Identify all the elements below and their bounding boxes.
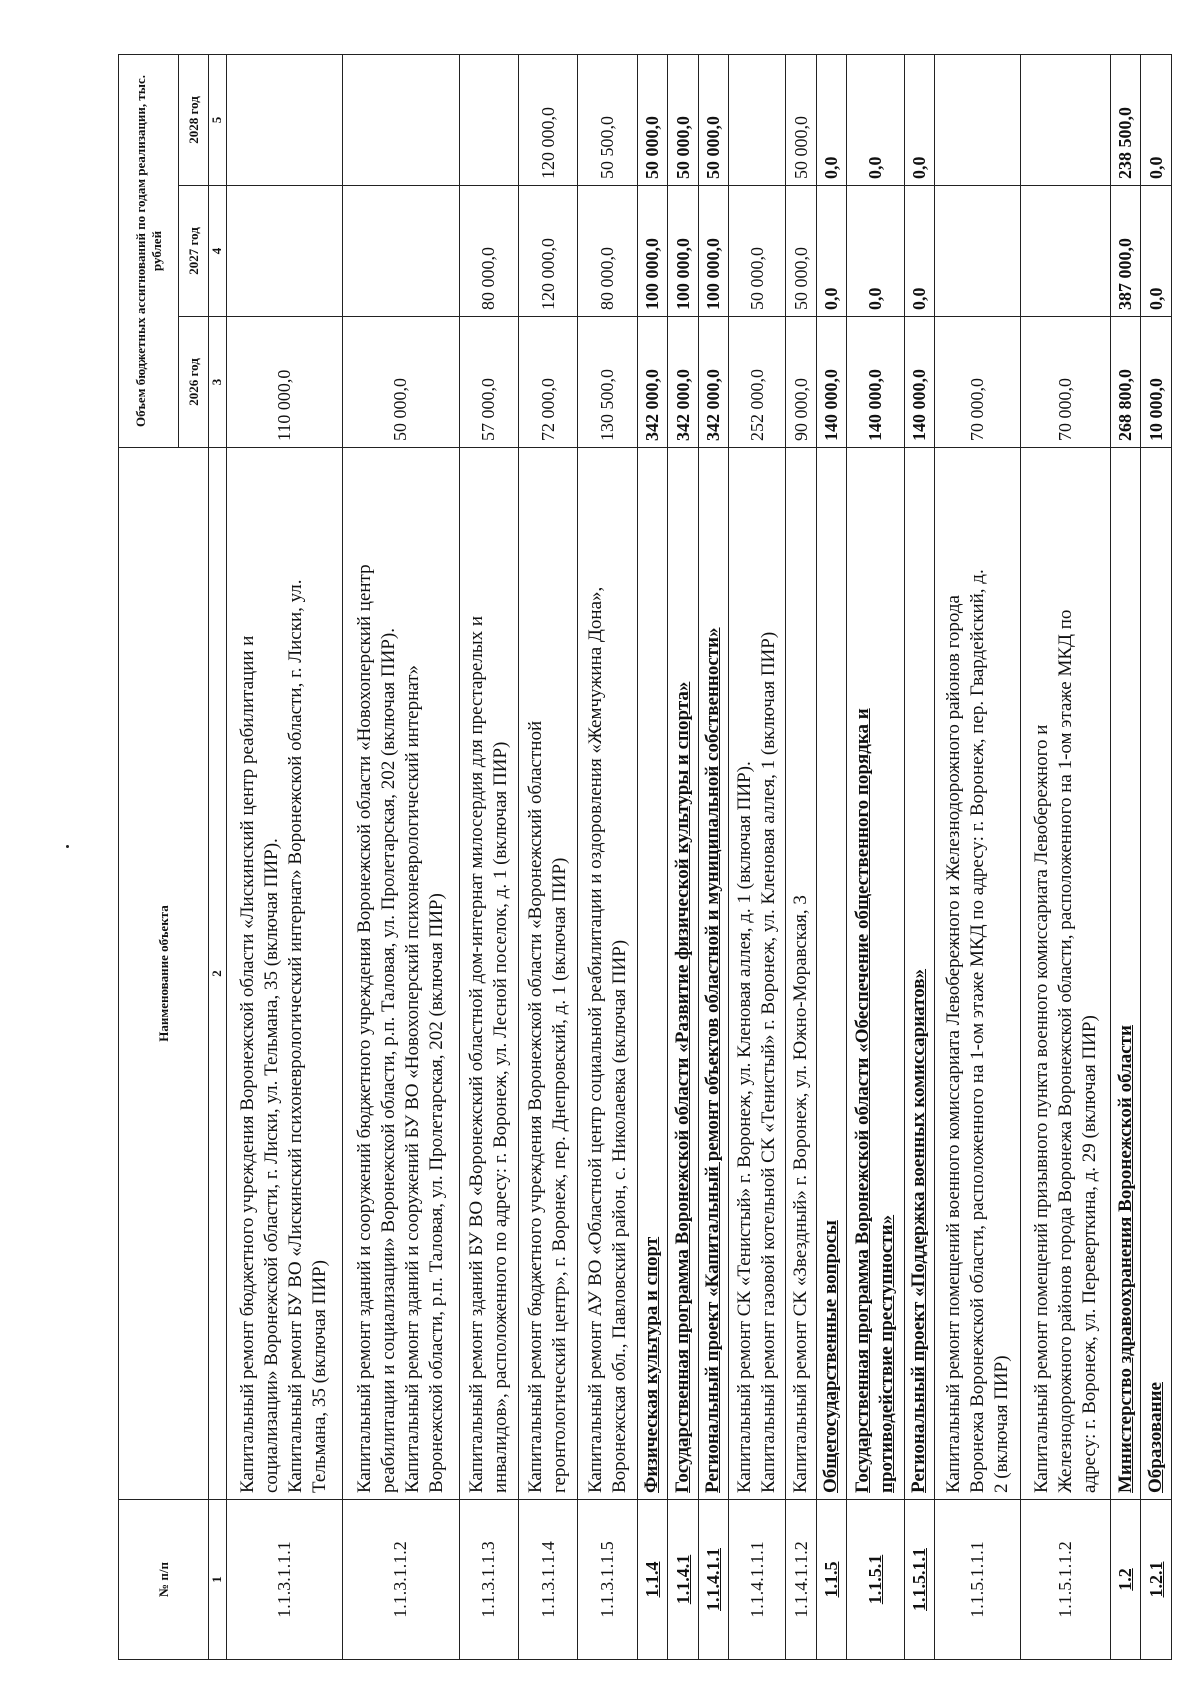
amount-y2028: 50 000,0 bbox=[786, 54, 816, 185]
object-name-line: Капитальный ремонт газовой котельной СК «Тенистый» г. Воронеж, ул. Кленовая аллея, 1 (включая ПИР) bbox=[758, 631, 780, 1493]
row-number: 1.1.3.1.1.3 bbox=[459, 1500, 518, 1660]
amount-y2027 bbox=[226, 186, 343, 317]
object-name-line: социализации» Воронежской области, г. Лиски, ул. Тельмана, 35 (включая ПИР). bbox=[261, 838, 283, 1493]
object-name bbox=[904, 448, 934, 1500]
amount-y2026: 252 000,0 bbox=[729, 317, 786, 448]
year-2028-header: 2028 год bbox=[179, 54, 209, 185]
table-row bbox=[1141, 54, 1172, 1659]
object-name-line: Физическая культура и спорт bbox=[641, 1236, 663, 1493]
object-name bbox=[343, 448, 460, 1500]
object-name bbox=[519, 448, 578, 1500]
amount-y2028 bbox=[1021, 54, 1111, 185]
object-name-line: Капитальный ремонт СК «Звездный» г. Воронеж, ул. Южно-Моравская, 3 bbox=[790, 895, 812, 1493]
amount-y2026: 72 000,0 bbox=[519, 317, 578, 448]
object-name-line: Капитальный ремонт помещений военного комиссариата Левобережного и Железнодорожного районов города bbox=[942, 595, 964, 1493]
object-name-line: Воронежа Воронежской области, расположенного на 1-ом этаже МКД по адресу: г. Воронеж, пер. Гвардейский, д. bbox=[966, 569, 988, 1493]
table-row bbox=[459, 54, 518, 1659]
object-name-line: Государственная программа Воронежской области «Обеспечение общественного порядка и bbox=[852, 708, 874, 1493]
amount-y2027: 0,0 bbox=[847, 186, 904, 317]
amount-y2026: 70 000,0 bbox=[935, 317, 1021, 448]
object-name bbox=[729, 448, 786, 1500]
table-row bbox=[637, 54, 667, 1659]
table-row bbox=[519, 54, 578, 1659]
amount-y2026: 342 000,0 bbox=[637, 317, 667, 448]
amount-y2028: 0,0 bbox=[1141, 54, 1172, 185]
object-name-line: противодействие преступности» bbox=[876, 1214, 898, 1493]
year-2027-header: 2027 год bbox=[179, 186, 209, 317]
amount-y2027: 100 000,0 bbox=[668, 186, 698, 317]
column-index: 4 bbox=[209, 186, 227, 317]
table-row bbox=[668, 54, 698, 1659]
row-number: 1.1.5.1.1.2 bbox=[1021, 1500, 1111, 1660]
table-row bbox=[226, 54, 343, 1659]
amount-y2026: 140 000,0 bbox=[816, 317, 846, 448]
object-name bbox=[1141, 448, 1172, 1500]
object-name-line: геронтологический центр», г. Воронеж, пер. Днепровский, д. 1 (включая ПИР) bbox=[549, 857, 571, 1493]
object-name-line: Общегосударственные вопросы bbox=[820, 1220, 842, 1493]
amount-y2026: 342 000,0 bbox=[698, 317, 728, 448]
row-number: 1.1.5.1.1.1 bbox=[935, 1500, 1021, 1660]
object-name-line: Воронежской области, р.п. Таловая, ул. Пролетарская, 202 (включая ПИР) bbox=[425, 893, 447, 1493]
amount-y2026: 268 800,0 bbox=[1111, 317, 1141, 448]
row-number: 1.1.3.1.1.4 bbox=[519, 1500, 578, 1660]
object-name-line: Капитальный ремонт зданий и сооружений БУ ВО «Новохоперский психоневрологический интернат» bbox=[401, 665, 423, 1493]
amount-y2028 bbox=[459, 54, 518, 185]
amount-y2026: 140 000,0 bbox=[847, 317, 904, 448]
object-name-line: 2 (включая ПИР) bbox=[990, 1355, 1012, 1493]
row-number: 1.1.4 bbox=[637, 1500, 667, 1660]
column-index: 3 bbox=[209, 317, 227, 448]
object-name-line: Капитальный ремонт БУ ВО «Лискинский психоневрологический интернат» Воронежской области, г. Лиски, ул. bbox=[285, 579, 307, 1493]
table-row bbox=[729, 54, 786, 1659]
amount-y2026: 57 000,0 bbox=[459, 317, 518, 448]
object-name-line: адресу: г. Воронеж, ул. Переверткина, д. 29 (включая ПИР) bbox=[1078, 1015, 1100, 1493]
row-number: 1.1.5.1 bbox=[847, 1500, 904, 1660]
object-name-line: Капитальный ремонт помещений призывного пункта военного комиссариата Левобережного и bbox=[1030, 724, 1052, 1493]
amount-y2027 bbox=[343, 186, 460, 317]
amount-y2027: 50 000,0 bbox=[729, 186, 786, 317]
object-name-line: Капитальный ремонт зданий БУ ВО «Воронежский областной дом-интернат милосердия для престарелых и bbox=[465, 615, 487, 1493]
row-number: 1.1.4.1.1.2 bbox=[786, 1500, 816, 1660]
amount-y2027: 80 000,0 bbox=[459, 186, 518, 317]
table-row bbox=[1111, 54, 1141, 1659]
amount-y2028: 50 000,0 bbox=[698, 54, 728, 185]
amount-y2026: 130 500,0 bbox=[578, 317, 637, 448]
object-name bbox=[1021, 448, 1111, 1500]
object-name-line: Капитальный ремонт зданий и сооружений бюджетного учреждения Воронежской области «Новохоперский центр bbox=[353, 564, 375, 1493]
row-number: 1.1.4.1 bbox=[668, 1500, 698, 1660]
amount-y2028: 0,0 bbox=[904, 54, 934, 185]
object-name-line: Региональный проект «Поддержка военных комиссариатов» bbox=[908, 968, 930, 1493]
row-number: 1.1.4.1.1.1 bbox=[729, 1500, 786, 1660]
object-name bbox=[668, 448, 698, 1500]
object-name-line: Воронежская обл., Павловский район, с. Николаевка (включая ПИР) bbox=[608, 939, 630, 1493]
amount-y2027: 0,0 bbox=[904, 186, 934, 317]
table-row bbox=[935, 54, 1021, 1659]
object-name-line: Железнодорожного районов города Воронежа Воронежской области, расположенного на 1-ом этаже МКД по bbox=[1054, 609, 1076, 1493]
amount-y2028 bbox=[226, 54, 343, 185]
object-name-line: Образование bbox=[1145, 1382, 1167, 1493]
amount-y2028: 0,0 bbox=[816, 54, 846, 185]
object-name bbox=[578, 448, 637, 1500]
amount-y2026: 10 000,0 bbox=[1141, 317, 1172, 448]
object-name bbox=[935, 448, 1021, 1500]
name-column-header: Наименование объекта bbox=[119, 448, 209, 1500]
row-number: 1.2 bbox=[1111, 1500, 1141, 1660]
object-name-line: Министерство здравоохранения Воронежской области bbox=[1114, 1025, 1136, 1493]
amount-column-header: Объем бюджетных ассигнований по годам реализации, тыс. рублей bbox=[119, 54, 179, 447]
object-name-line: Тельмана, 35 (включая ПИР) bbox=[309, 1260, 331, 1493]
object-name bbox=[226, 448, 343, 1500]
object-name bbox=[698, 448, 728, 1500]
table-row bbox=[578, 54, 637, 1659]
object-name-line: реабилитации и социализации» Воронежской области, р.п. Таловая, ул. Пролетарская, 202 (включая ПИР). bbox=[377, 628, 399, 1493]
row-number: 1.1.4.1.1 bbox=[698, 1500, 728, 1660]
table-row bbox=[786, 54, 816, 1659]
amount-y2028: 0,0 bbox=[847, 54, 904, 185]
amount-y2026: 342 000,0 bbox=[668, 317, 698, 448]
scan-speck bbox=[66, 845, 69, 848]
table-row bbox=[343, 54, 460, 1659]
row-number: 1.1.5 bbox=[816, 1500, 846, 1660]
table-row bbox=[1021, 54, 1111, 1659]
object-name bbox=[847, 448, 904, 1500]
object-name-line: Государственная программа Воронежской области «Развитие физической культуры и спорта» bbox=[671, 681, 693, 1493]
amount-y2028: 120 000,0 bbox=[519, 54, 578, 185]
amount-y2028 bbox=[729, 54, 786, 185]
amount-y2028 bbox=[343, 54, 460, 185]
amount-y2027: 100 000,0 bbox=[637, 186, 667, 317]
table-row bbox=[904, 54, 934, 1659]
object-name bbox=[459, 448, 518, 1500]
column-index: 1 bbox=[209, 1500, 227, 1660]
amount-y2027 bbox=[935, 186, 1021, 317]
amount-y2026: 110 000,0 bbox=[226, 317, 343, 448]
object-name-line: Капитальный ремонт СК «Тенистый» г. Воронеж, ул. Кленовая аллея, д. 1 (включая ПИР). bbox=[734, 761, 756, 1493]
object-name-line: Капитальный ремонт бюджетного учреждения Воронежской области «Лискинский центр реабилитации и bbox=[237, 635, 259, 1493]
amount-y2026: 90 000,0 bbox=[786, 317, 816, 448]
amount-y2028: 238 500,0 bbox=[1111, 54, 1141, 185]
amount-y2027 bbox=[1021, 186, 1111, 317]
amount-y2026: 70 000,0 bbox=[1021, 317, 1111, 448]
num-column-header: № п/п bbox=[119, 1500, 209, 1660]
table-row bbox=[847, 54, 904, 1659]
amount-y2028 bbox=[935, 54, 1021, 185]
amount-y2027: 50 000,0 bbox=[786, 186, 816, 317]
amount-y2027: 0,0 bbox=[1141, 186, 1172, 317]
amount-y2027: 80 000,0 bbox=[578, 186, 637, 317]
row-number: 1.1.3.1.1.5 bbox=[578, 1500, 637, 1660]
amount-y2027: 0,0 bbox=[816, 186, 846, 317]
table-row bbox=[698, 54, 728, 1659]
object-name bbox=[816, 448, 846, 1500]
amount-y2028: 50 000,0 bbox=[637, 54, 667, 185]
column-index: 2 bbox=[209, 448, 227, 1500]
object-name-line: Капитальный ремонт бюджетного учреждения Воронежской области «Воронежский областной bbox=[525, 720, 547, 1493]
year-2026-header: 2026 год bbox=[179, 317, 209, 448]
row-number: 1.1.3.1.1.1 bbox=[226, 1500, 343, 1660]
table-row bbox=[816, 54, 846, 1659]
row-number: 1.1.3.1.1.2 bbox=[343, 1500, 460, 1660]
amount-y2028: 50 000,0 bbox=[668, 54, 698, 185]
object-name bbox=[786, 448, 816, 1500]
rotated-table-sheet bbox=[118, 55, 1172, 1660]
object-name-line: Капитальный ремонт АУ ВО «Областной центр социальной реабилитации и оздоровления «Жемчужина Дона», bbox=[584, 586, 606, 1493]
object-name bbox=[1111, 448, 1141, 1500]
object-name-line: Региональный проект «Капитальный ремонт объектов областной и муниципальной собственности» bbox=[702, 627, 724, 1493]
object-name bbox=[637, 448, 667, 1500]
budget-table bbox=[118, 54, 1172, 1660]
row-number: 1.2.1 bbox=[1141, 1500, 1172, 1660]
amount-y2027: 100 000,0 bbox=[698, 186, 728, 317]
amount-y2027: 120 000,0 bbox=[519, 186, 578, 317]
column-index: 5 bbox=[209, 54, 227, 185]
amount-y2026: 140 000,0 bbox=[904, 317, 934, 448]
object-name-line: инвалидов», расположенного по адресу: г. Воронеж, ул. Лесной поселок, д. 1 (включая ПИР) bbox=[489, 741, 511, 1493]
amount-y2026: 50 000,0 bbox=[343, 317, 460, 448]
amount-y2027: 387 000,0 bbox=[1111, 186, 1141, 317]
row-number: 1.1.5.1.1 bbox=[904, 1500, 934, 1660]
amount-y2028: 50 500,0 bbox=[578, 54, 637, 185]
